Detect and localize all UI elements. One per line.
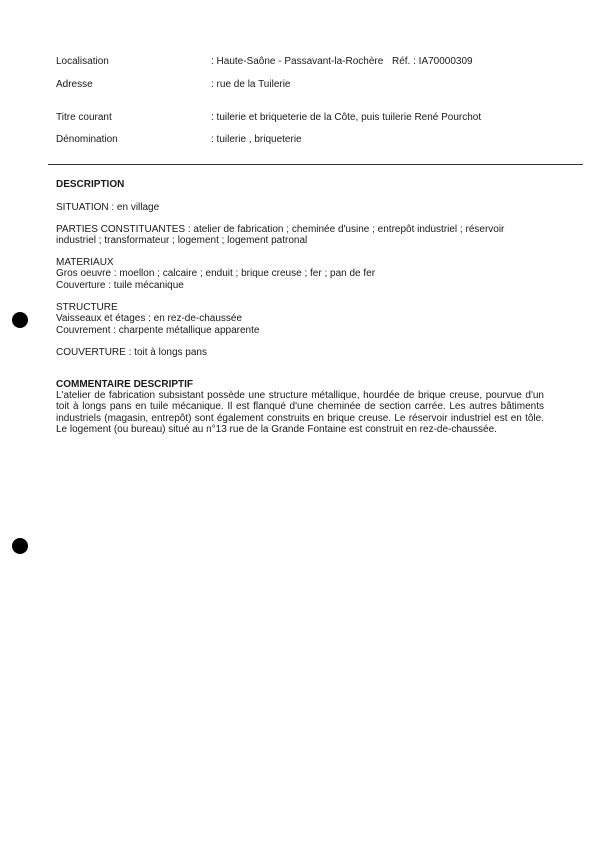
titre-courant-value: : tuilerie et briqueterie de la Côte, puis tuilerie René Pourchot <box>211 112 482 123</box>
commentaire-text: L'atelier de fabrication subsistant possède une structure métallique, hourdée de brique creuse, pourvue d'un toit à longs pans en tuile mécanique. Il est flanqué d'une cheminée de section carrée. Les autres bâtiments industriels (magasin, entrepôt) sont également construits en brique creuse. Le réservoir industriel est en tôle. Le logement (ou bureau) situé au n°13 rue de la Grande Fontaine est construit en rez-de-chaussée. <box>56 390 544 436</box>
localisation-label: Localisation <box>56 56 109 67</box>
parties-line: industriel ; transformateur ; logement ; logement patronal <box>56 235 308 247</box>
couvrement-text: Couvrement : charpente métallique apparente <box>56 324 260 336</box>
couverture-materiau-text: Couverture : tuile mécanique <box>56 279 184 291</box>
structure-block <box>56 302 544 336</box>
denomination-label: Dénomination <box>56 134 118 145</box>
parties-constituantes-text <box>56 224 544 247</box>
localisation-value: : Haute-Saône - Passavant-la-Rochère <box>211 56 384 67</box>
materiaux-title: MATERIAUX <box>56 257 114 268</box>
materiaux-block <box>56 257 544 291</box>
header-divider <box>48 164 583 165</box>
denomination-value: : tuilerie , briqueterie <box>211 134 302 145</box>
situation-text: SITUATION : en village <box>56 202 160 213</box>
gros-oeuvre-text: Gros oeuvre : moellon ; calcaire ; enduit ; brique creuse ; fer ; pan de fer <box>56 268 376 280</box>
titre-courant-label: Titre courant <box>56 112 112 123</box>
reference-number: Réf. : IA70000309 <box>392 56 473 67</box>
vaisseaux-text: Vaisseaux et étages : en rez-de-chaussée <box>56 313 243 325</box>
couverture-text: COUVERTURE : toit à longs pans <box>56 347 207 358</box>
adresse-label: Adresse <box>56 79 93 90</box>
parties-line: PARTIES CONSTITUANTES : atelier de fabrication ; cheminée d'usine ; entrepôt industriel ; réservoir <box>56 224 505 235</box>
structure-title: STRUCTURE <box>56 302 118 313</box>
adresse-value: : rue de la Tuilerie <box>211 79 291 90</box>
punch-hole <box>12 538 28 554</box>
commentaire-heading: COMMENTAIRE DESCRIPTIF <box>56 379 194 390</box>
punch-hole <box>12 312 28 328</box>
description-heading: DESCRIPTION <box>56 179 125 190</box>
